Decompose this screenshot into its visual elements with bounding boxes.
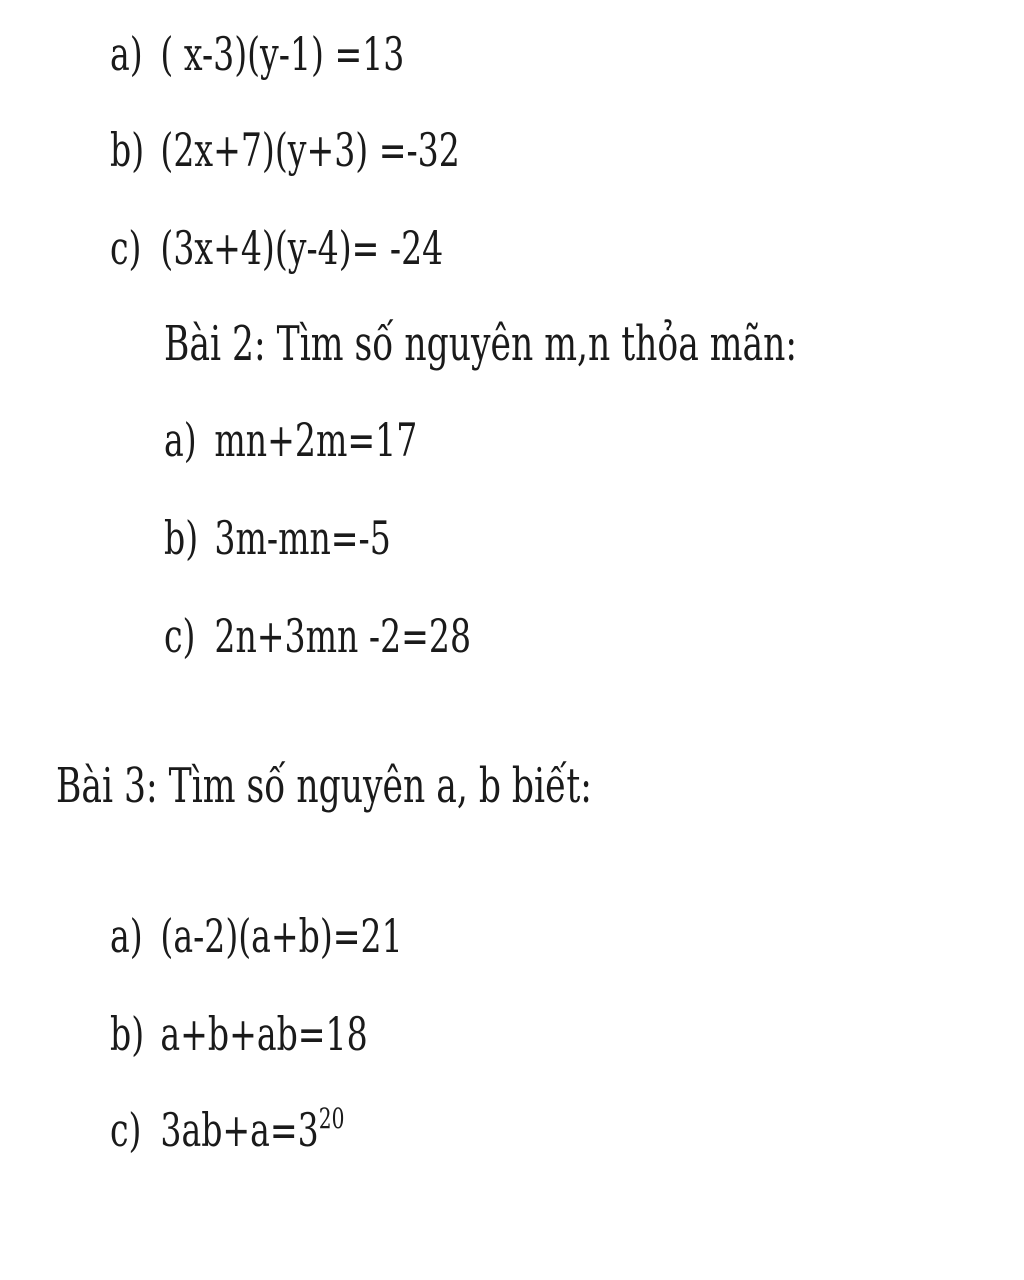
bai3-title: Bài 3: Tìm số nguyên a, b biết:	[56, 758, 592, 814]
item-expression: mn+2m=17	[214, 413, 418, 467]
item-expression: 2n+3mn -2=28	[214, 609, 472, 663]
bai3-item-c	[110, 1100, 344, 1160]
bai3-item-b	[110, 1004, 368, 1064]
item-expression: 3m-mn=-5	[214, 511, 391, 565]
item-expression: (3x+4)(y-4)= -24	[160, 221, 444, 275]
item-expression: a+b+ab=18	[160, 1007, 368, 1061]
item-expression: ( x-3)(y-1) =13	[160, 27, 405, 81]
item-label: b)	[110, 1007, 145, 1061]
bai2-item-c	[164, 606, 471, 666]
s1-item-b	[110, 120, 460, 180]
item-label: c)	[164, 609, 196, 663]
bai2-item-a	[164, 410, 417, 470]
item-expression: (a-2)(a+b)=21	[160, 909, 403, 963]
item-label: a)	[110, 909, 143, 963]
exponent: 20	[318, 1102, 345, 1135]
s1-item-a	[110, 24, 404, 84]
item-label: a)	[164, 413, 197, 467]
item-expression: 3ab+a=3	[160, 1103, 319, 1157]
item-label: a)	[110, 27, 143, 81]
item-label: b)	[110, 123, 145, 177]
item-expression: (2x+7)(y+3) =-32	[160, 123, 460, 177]
item-label: b)	[164, 511, 199, 565]
item-label: c)	[110, 221, 142, 275]
bai2-item-b	[164, 508, 391, 568]
s1-item-c	[110, 218, 443, 278]
bai3-item-a	[110, 906, 403, 966]
bai2-title: Bài 2: Tìm số nguyên m,n thỏa mãn:	[164, 316, 798, 372]
item-label: c)	[110, 1103, 142, 1157]
